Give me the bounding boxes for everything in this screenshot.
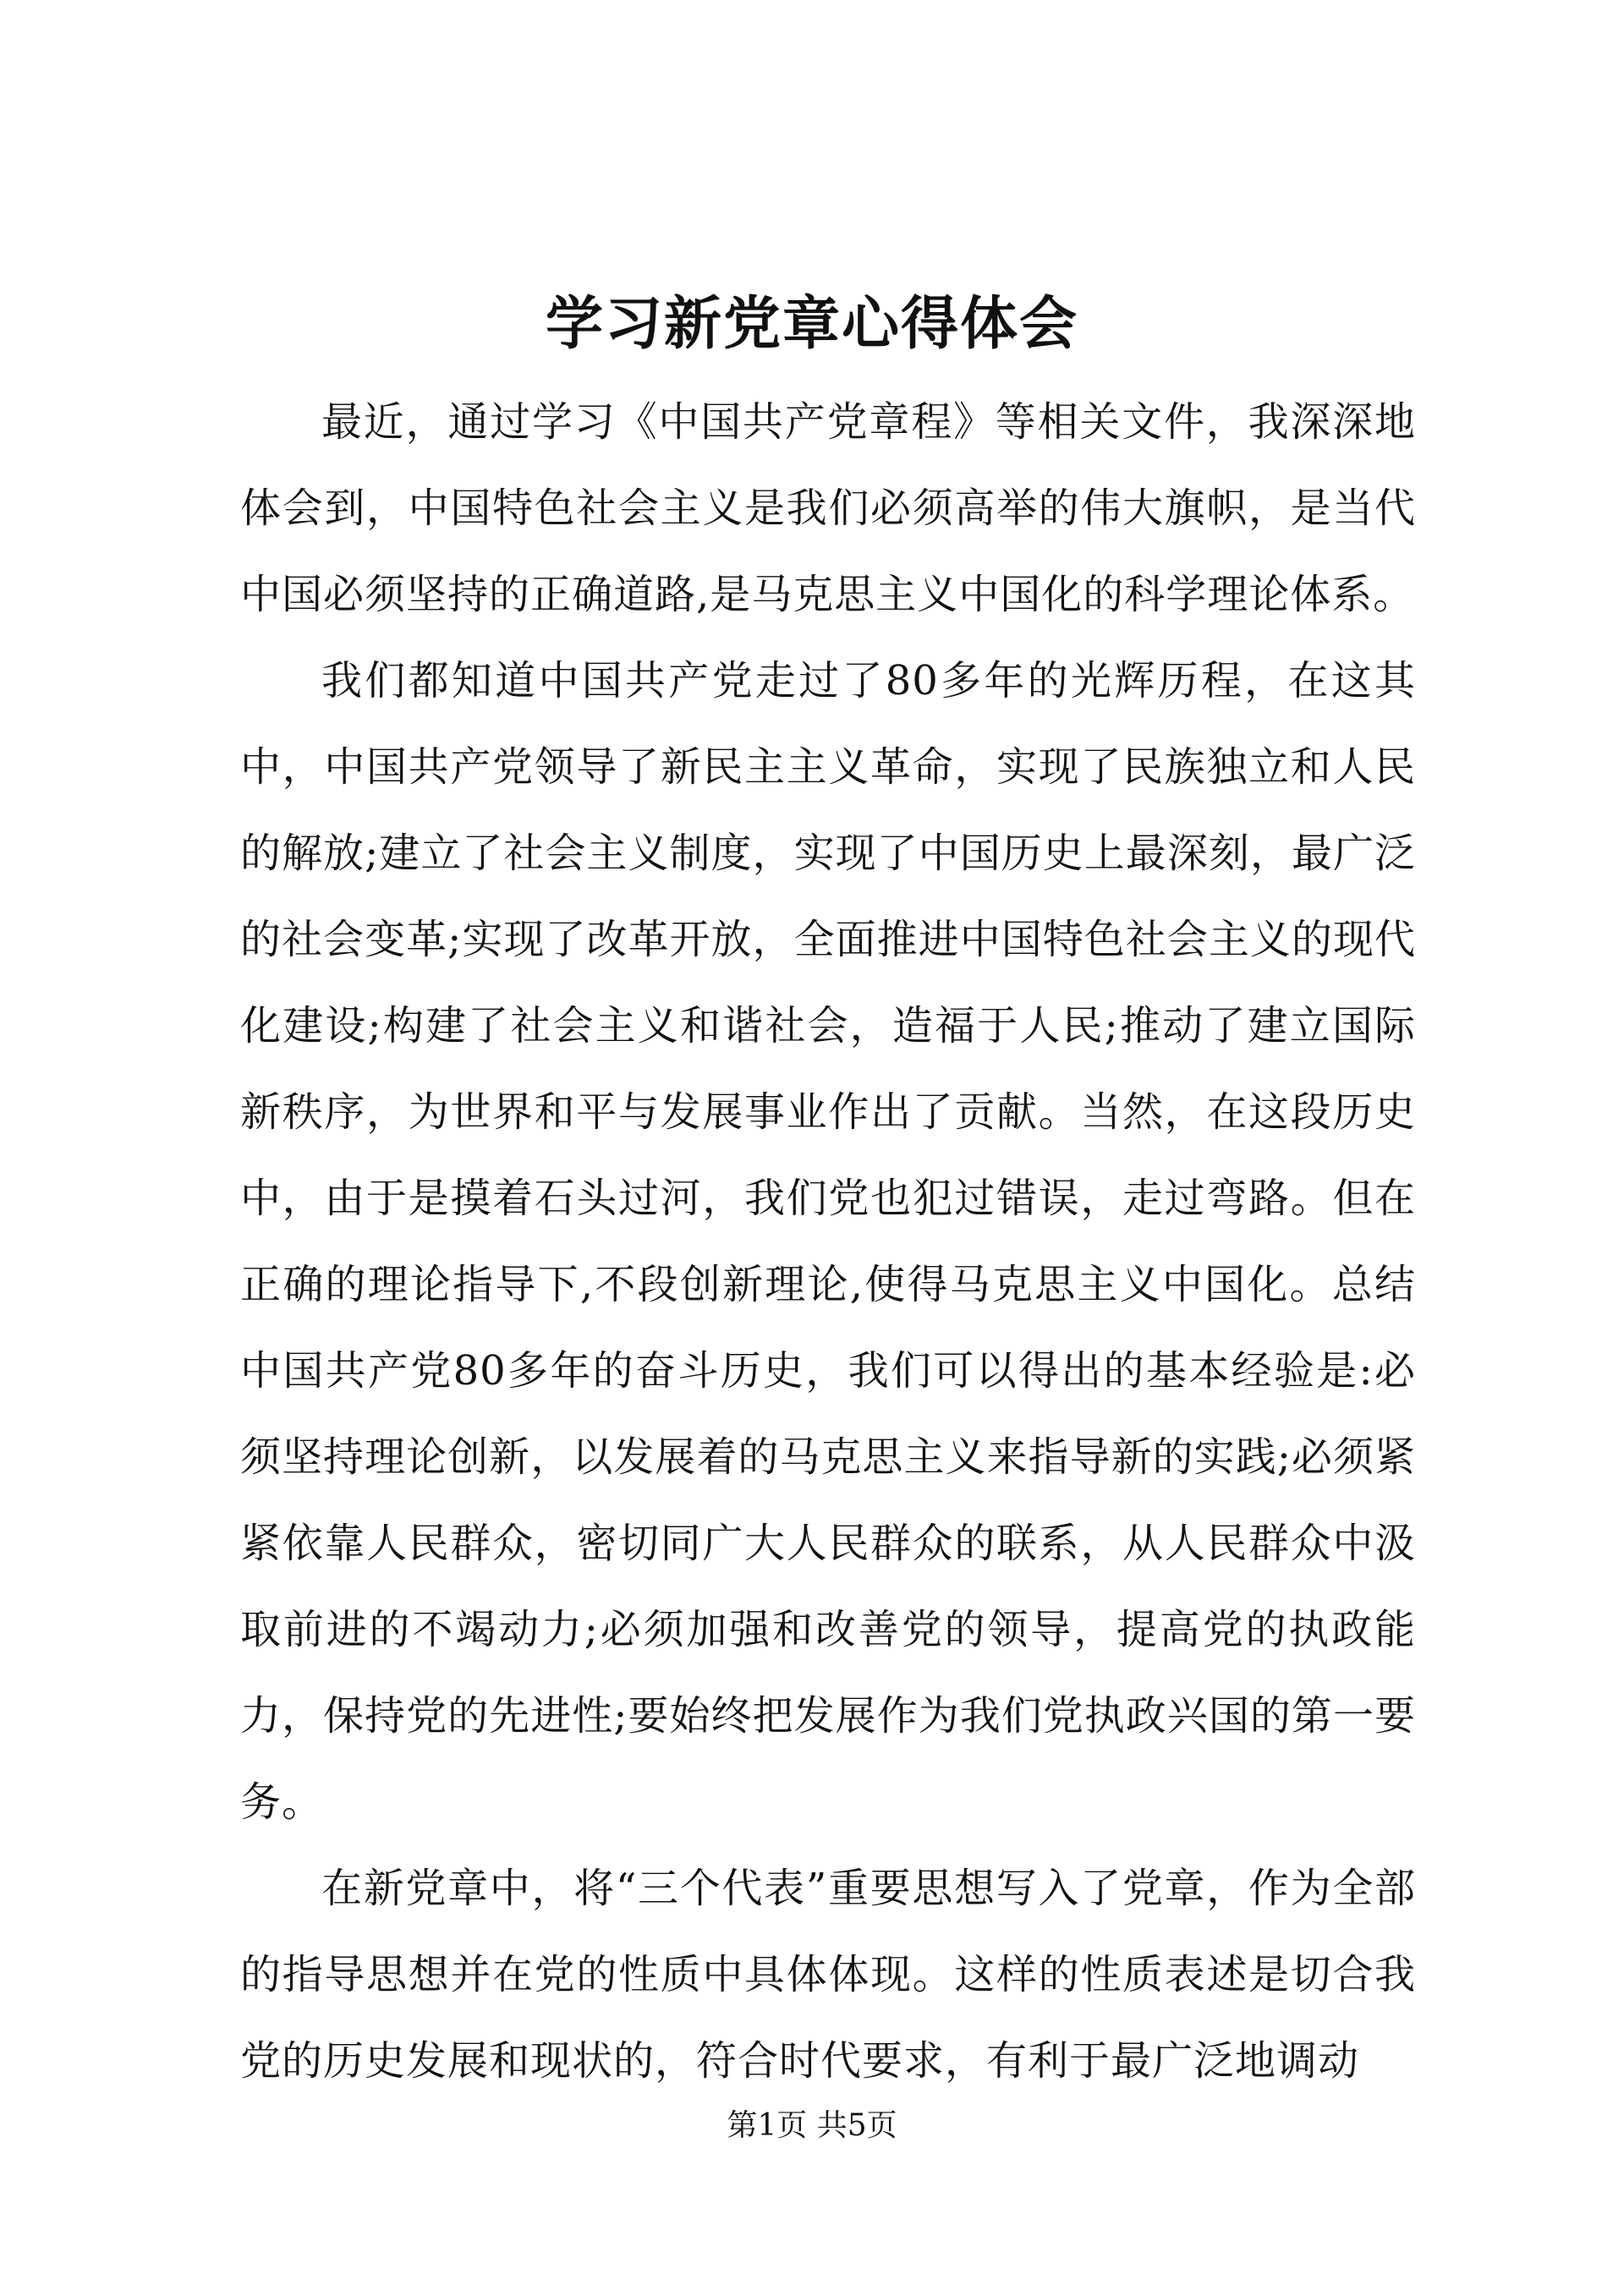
page-footer: 第1页 共5页 [727,2108,897,2143]
paragraph: 最近，通过学习《中国共产党章程》等相关文件，我深深地体会到，中国特色社会主义是我们必须高举的伟大旗帜，是当代中国必须坚持的正确道路,是马克思主义中国化的科学理论体系。 [240,398,1416,618]
document-body [240,379,1416,2104]
page-title: 学习新党章心得体会 [545,290,1078,358]
paragraph: 我们都知道中国共产党走过了80多年的光辉历程，在这其中，中国共产党领导了新民主主义革命，实现了民族独立和人民的解放;建立了社会主义制度，实现了中国历史上最深刻，最广泛的社会变革;实现了改革开放，全面推进中国特色社会主义的现代化建设;构建了社会主义和谐社会，造福于人民;推动了建立国际新秩序，为世界和平与发展事业作出了贡献。当然，在这段历史中，由于是摸着石头过河，我们党也犯过错误，走过弯路。但在正确的理论指导下,不段创新理论,使得马克思主义中国化。总结中国共产党80多年的奋斗历史，我们可以得出的基本经验是:必须坚持理论创新，以发展着的马克思主义来指导新的实践;必须紧紧依靠人民群众，密切同广大人民群众的联系，从人民群众中汲取前进的不竭动力;必须加强和改善党的领导，提高党的执政能力，保持党的先进性;要始终把发展作为我们党执政兴国的第一要务。 [240,657,1416,1826]
paragraph: 在新党章中，将“三个代表”重要思想写入了党章，作为全部的指导思想并在党的性质中具体体现。这样的性质表述是切合我党的历史发展和现状的，符合时代要求，有利于最广泛地调动 [240,1865,1416,2085]
